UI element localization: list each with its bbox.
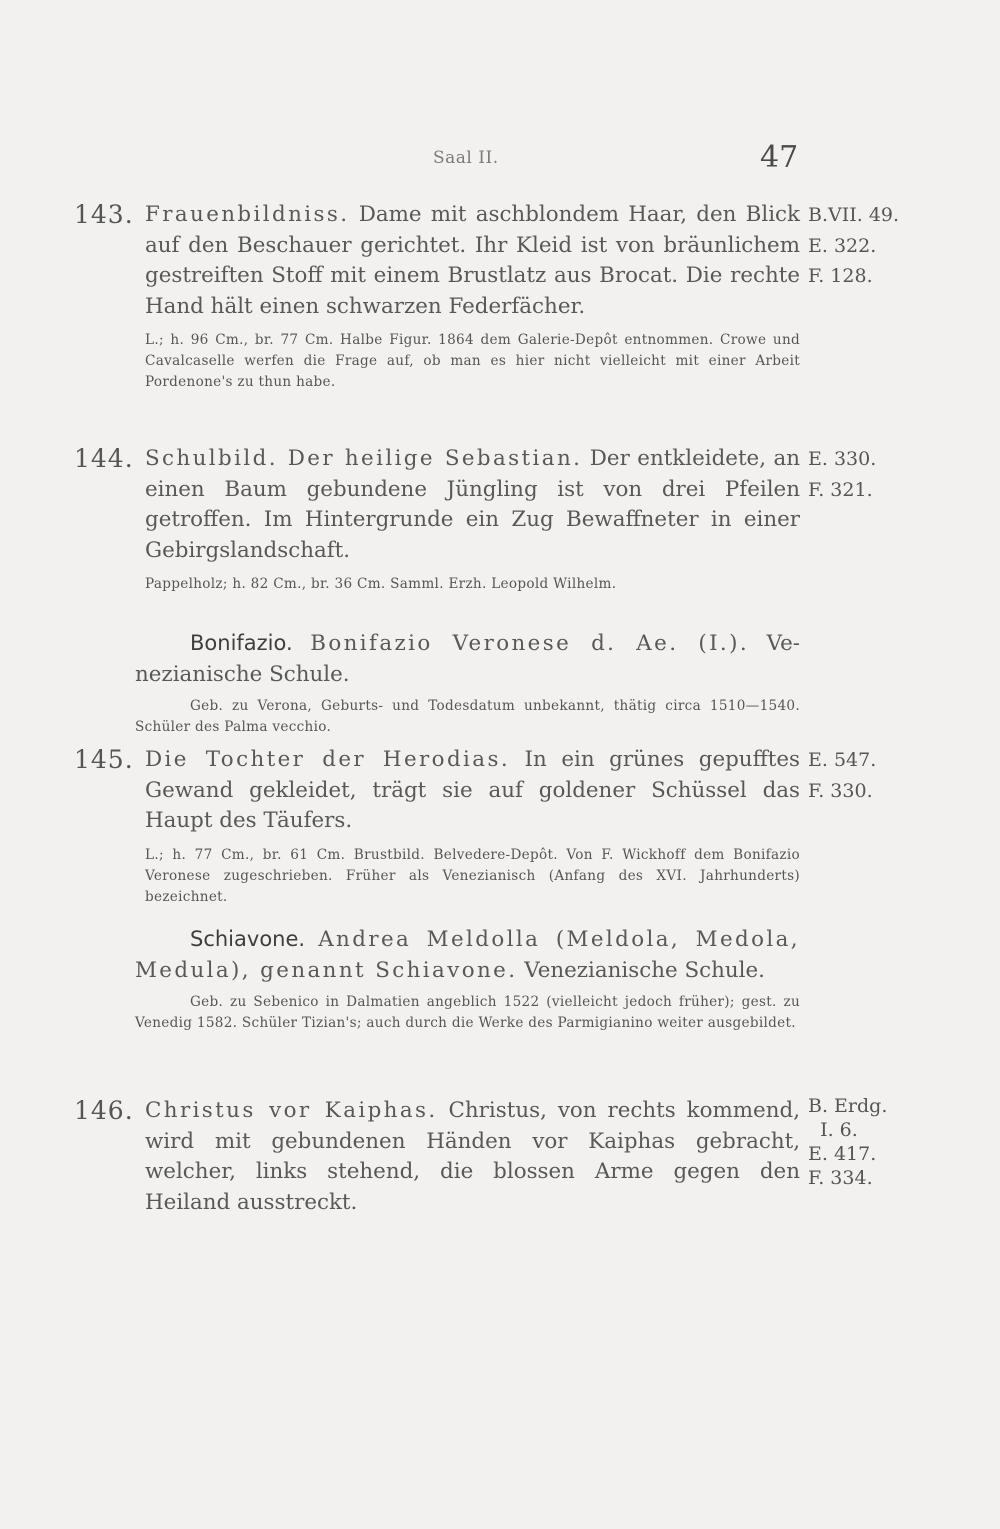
entry-references: E. 547. F. 330. xyxy=(808,749,877,802)
entry-references: E. 330. F. 321. xyxy=(808,448,877,501)
artist-name: Bonifazio. xyxy=(190,631,293,655)
artist-description xyxy=(135,924,800,986)
entry-title: Die Tochter der Herodias. xyxy=(145,747,511,772)
entry-text: Christus, von rechts kommend, wird mit gebundenen Händen vor Kaiphas gebracht, welcher, links stehend, die blossen Arme gegen den Heiland ausstreckt. xyxy=(145,1098,800,1215)
page-number: 47 xyxy=(760,140,799,175)
artist-note: Geb. zu Verona, Geburts- und Todesdatum unbekannt, thätig circa 1510—1540. Schüler des Palma vecchio. xyxy=(135,698,800,735)
entry-description xyxy=(145,200,800,322)
running-title: Saal II. xyxy=(433,148,499,168)
entry-text: Der entkleidete, an einen Baum gebundene Jüngling ist von drei Pfeilen getroffen. Im Hintergrunde ein Zug Bewaffneter in einer Gebirgslandschaft. xyxy=(145,446,801,563)
entry-note: L.; h. 96 Cm., br. 77 Cm. Halbe Figur. 1864 dem Galerie-Depôt entnommen. Crowe und Cavalcaselle werfen die Frage auf, ob man es hier nicht vielleicht mit einer Arbeit Pordenone's zu thun habe. xyxy=(145,332,800,390)
artist-heading-schiavone xyxy=(135,924,800,1034)
artist-full-name: Bonifazio Veronese d. Ae. (I.). xyxy=(310,631,750,656)
entry-text: In ein grünes gepufftes Gewand gekleidet, trägt sie auf goldener Schüssel das Haupt des Täufers. xyxy=(145,747,801,833)
artist-school: Venezianische Schule. xyxy=(135,631,800,687)
entry-description xyxy=(145,444,800,566)
entry-references: B.VII. 49. E. 322. F. 128. xyxy=(808,204,900,287)
entry-description xyxy=(145,745,800,837)
entry-references: B. Erdg. I. 6. E. 417. F. 334. xyxy=(808,1095,888,1189)
entry-description xyxy=(145,1096,800,1218)
entry-number: 143. xyxy=(74,200,134,229)
page-header xyxy=(0,140,1000,186)
entry-title: Christus vor Kaiphas. xyxy=(145,1098,438,1123)
artist-description xyxy=(135,628,800,690)
artist-name: Schiavone. xyxy=(190,927,306,951)
entry-note: Pappelholz; h. 82 Cm., br. 36 Cm. Samml. Erzh. Leopold Wilhelm. xyxy=(145,576,617,592)
entry-text: Dame mit aschblondem Haar, den Blick auf den Beschauer gerichtet. Ihr Kleid ist von bräunlichem gestreiften Stoff mit einem Brustlatz aus Brocat. Die rechte Hand hält einen schwarzen Federfächer. xyxy=(145,202,800,319)
artist-heading-bonifazio xyxy=(135,628,800,738)
entry-title: Schulbild. Der heilige Sebastian. xyxy=(145,446,583,471)
entry-title: Frauenbildniss. xyxy=(145,202,350,227)
entry-number: 145. xyxy=(74,745,134,774)
artist-school: Venezianische Schule. xyxy=(517,957,765,983)
artist-full-name: Andrea Meldolla (Meldola, Medola, Medula), genannt Schiavone. xyxy=(135,927,800,983)
entry-note: L.; h. 77 Cm., br. 61 Cm. Brustbild. Belvedere-Depôt. Von F. Wickhoff dem Bonifazio Veronese zugeschrieben. Früher als Venezianisch (Anfang des XVI. Jahrhunderts) bezeichnet. xyxy=(145,846,800,905)
artist-note: Geb. zu Sebenico in Dalmatien angeblich 1522 (vielleicht jedoch früher); gest. zu Venedig 1582. Schüler Tizian's; auch durch die Werke des Parmigianino weiter ausgebildet. xyxy=(135,994,800,1031)
entry-number: 146. xyxy=(74,1096,134,1125)
entry-number: 144. xyxy=(74,444,134,473)
